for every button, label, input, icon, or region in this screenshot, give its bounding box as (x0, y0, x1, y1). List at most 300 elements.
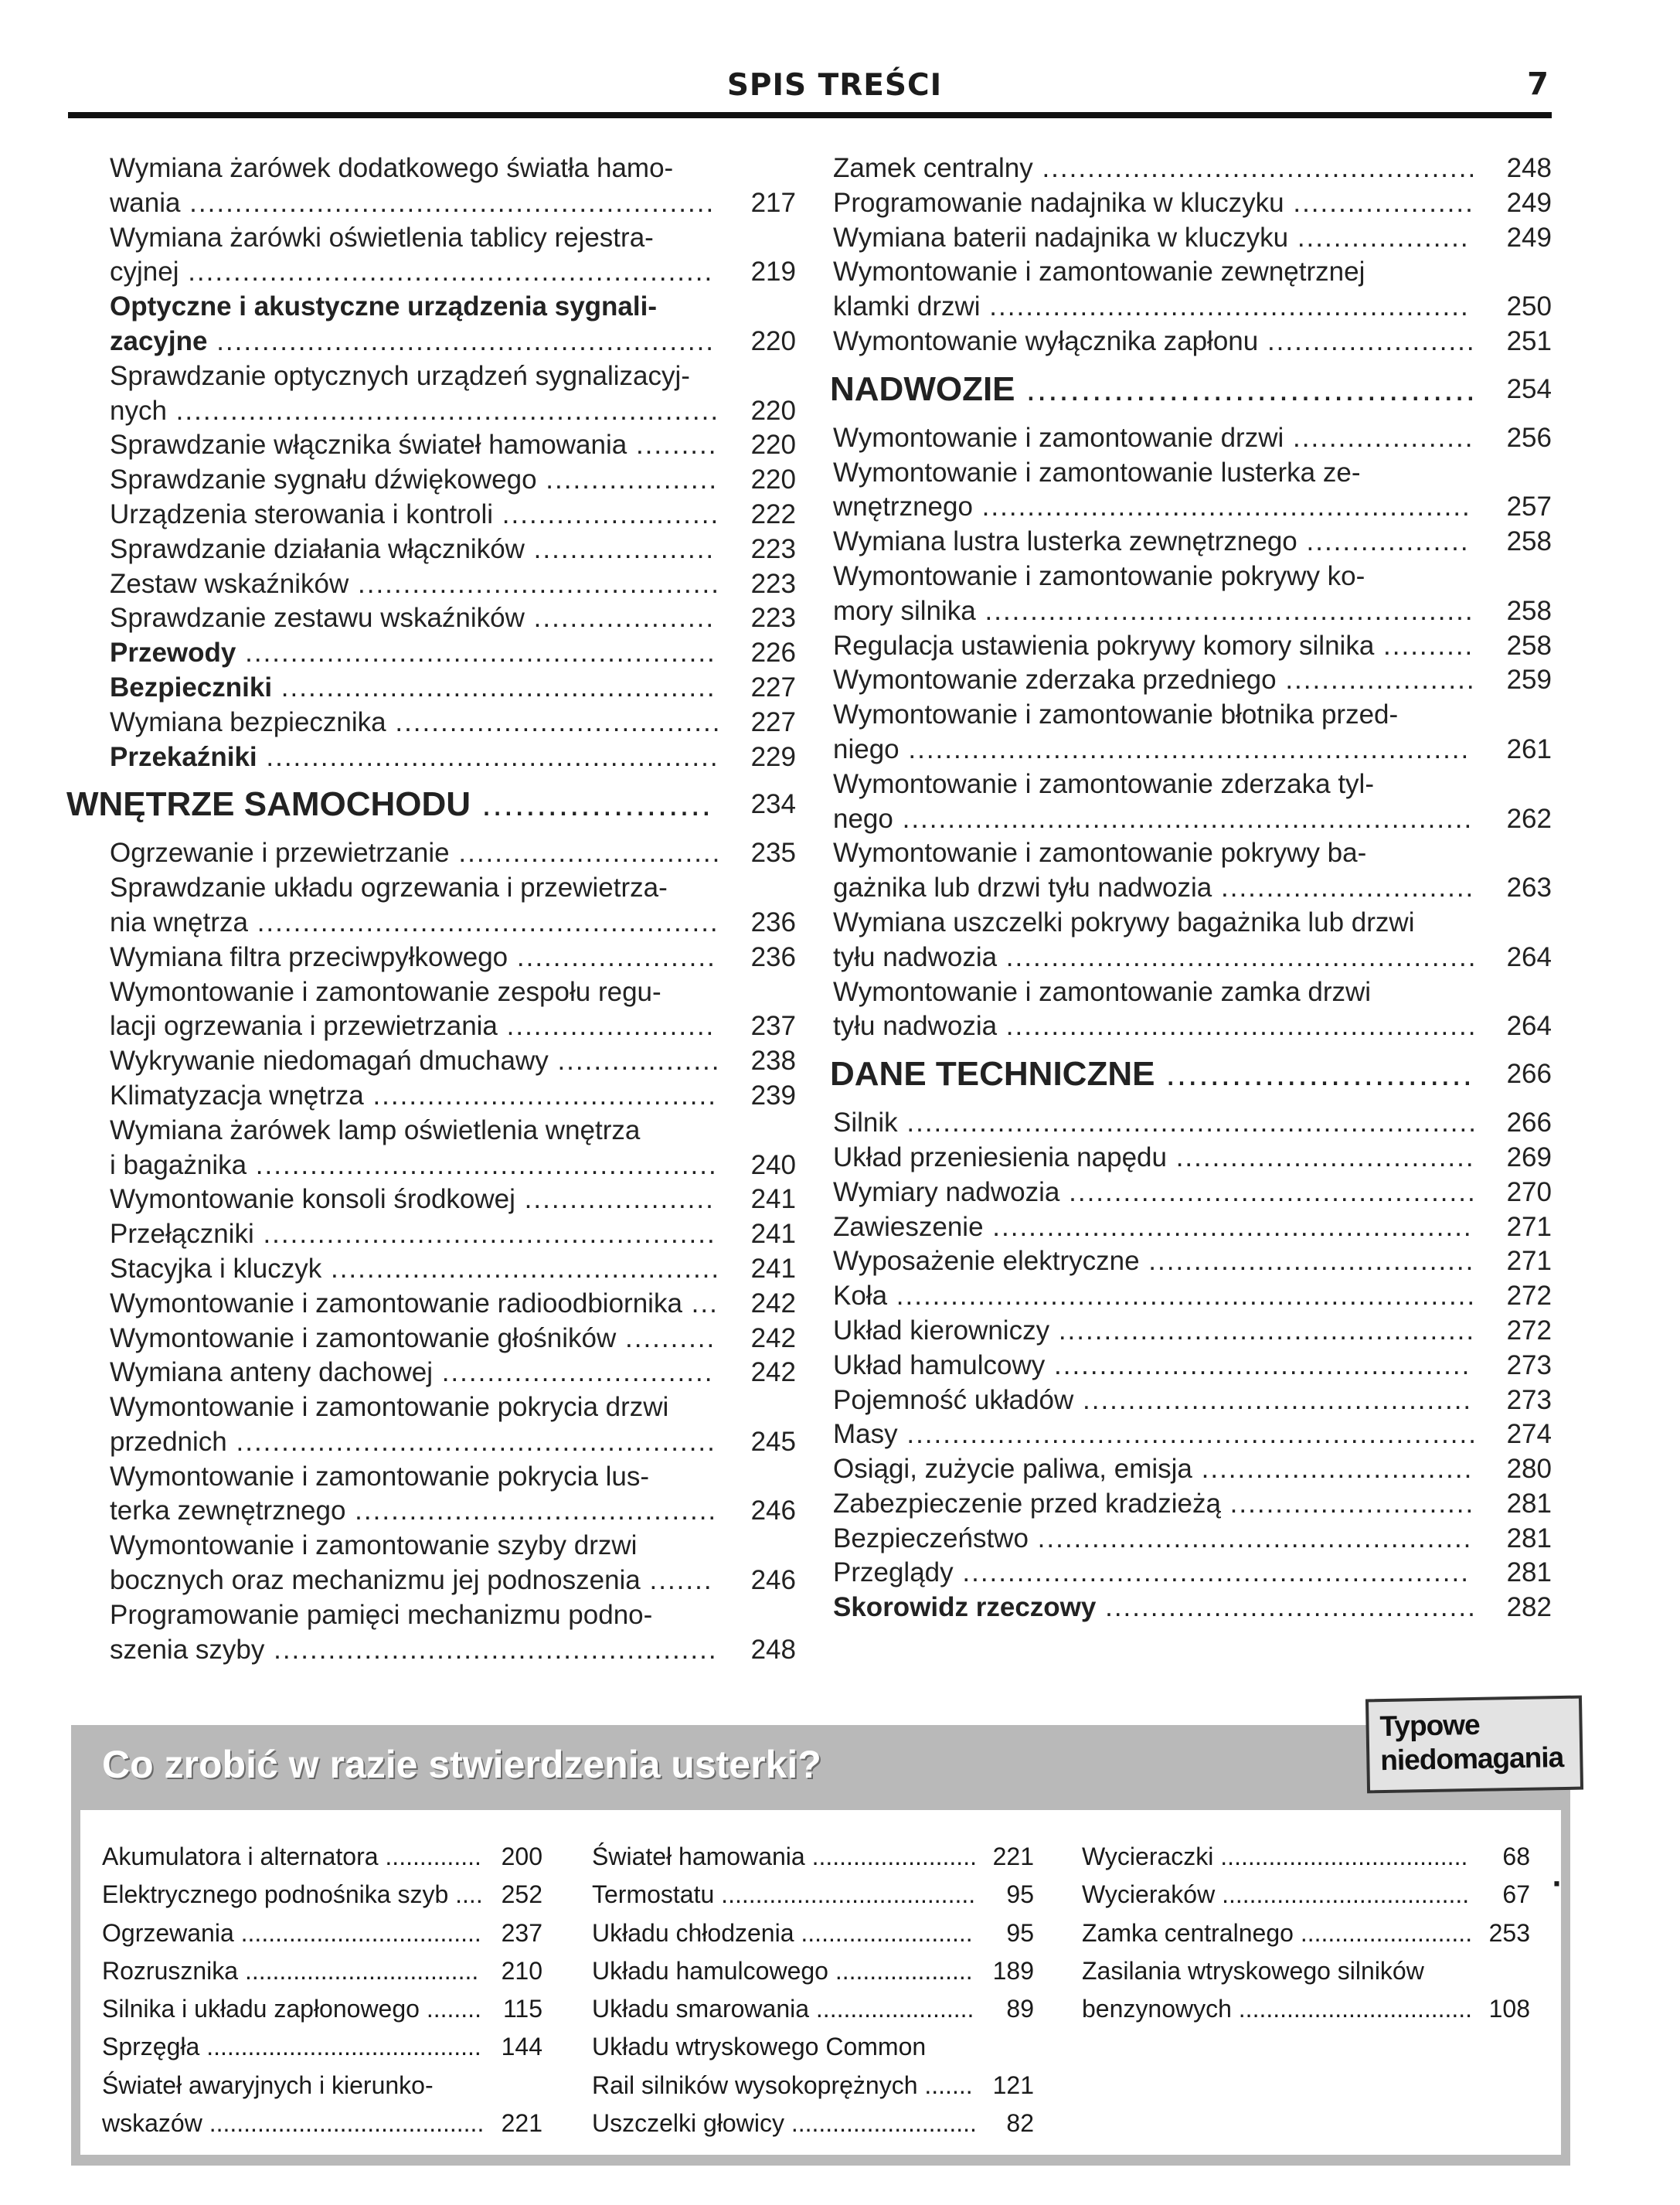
entry-title-line: terka zewnętrznego (110, 1496, 346, 1526)
toc-entry (110, 1460, 796, 1530)
toc-entry (110, 671, 796, 706)
dot-leader: ........................................ (345, 1496, 718, 1526)
entry-title-line: Wymiana filtra przeciwpyłkowego (110, 941, 508, 972)
typical-faults-badge (1365, 1696, 1583, 1794)
entry-page-number: 220 (750, 430, 796, 461)
dot-leader: ........................................... (321, 1253, 721, 1284)
entry-text-wrap (110, 1079, 722, 1114)
entry-text-wrap (110, 636, 722, 671)
entry-page-number: 241 (750, 1184, 796, 1215)
running-header-title: SPIS TREŚCI (726, 68, 943, 103)
entry-text-wrap (592, 1952, 977, 1990)
entry-text-wrap (110, 151, 722, 221)
entry-title-line: benzynowych (1082, 1995, 1232, 2023)
entry-text-wrap (833, 525, 1478, 560)
entry-text-wrap (592, 1990, 977, 2028)
dot-leader: ........................................... (1073, 1384, 1473, 1415)
dot-leader: ............................................................... (897, 1108, 1478, 1138)
entry-text-wrap (102, 2028, 485, 2066)
fault-entry (102, 2067, 542, 2143)
entry-text-wrap (833, 1556, 1478, 1591)
entry-title-line: Układ hamulcowy (833, 1349, 1046, 1380)
entry-title-line: Akumulatora i alternatora (102, 1843, 379, 1870)
toc-entry (833, 1141, 1552, 1176)
entry-text-wrap (833, 836, 1478, 906)
toc-entry (833, 325, 1552, 359)
entry-page-number: 234 (750, 789, 796, 820)
issues-column-2 (592, 1838, 1034, 2142)
dot-leader: ......... (627, 430, 718, 461)
entry-text-wrap (833, 1244, 1478, 1279)
entry-title-line: Wymontowanie i zamontowanie pokrycia lus- (110, 1461, 650, 1492)
entry-page-number: 264 (1506, 941, 1552, 972)
dot-leader: ................................................ (1032, 153, 1478, 183)
toc-entry (833, 975, 1552, 1045)
entry-title-line: Przeglądy (833, 1557, 954, 1588)
entry-title-line: Wymontowanie i zamontowanie zderzaka tyl- (833, 768, 1374, 799)
entry-title-line: lacji ogrzewania i przewietrzania (110, 1011, 498, 1042)
toc-entry (110, 533, 796, 567)
toc-entry (833, 1522, 1552, 1557)
toc-entry (833, 1210, 1552, 1245)
dot-leader: .............. (378, 1843, 481, 1870)
toc-entry (110, 706, 796, 740)
entry-title-line: Wymontowanie i zamontowanie zamka drzwi (833, 976, 1372, 1007)
fault-entry (1082, 1952, 1530, 2029)
entry-title-line: Wymontowanie i zamontowanie błotnika przed- (833, 699, 1399, 730)
entry-text-wrap (110, 1322, 722, 1356)
entry-text-wrap (110, 221, 722, 291)
entry-text-wrap (102, 1876, 485, 1914)
toc-entry (110, 221, 796, 291)
entry-page-number: 269 (1506, 1142, 1552, 1172)
entry-page-number: 263 (1506, 873, 1552, 903)
entry-page-number: 68 (1502, 1843, 1530, 1870)
entry-page-number: 251 (1506, 325, 1552, 356)
entry-page-number: 249 (1506, 222, 1552, 253)
entry-title-line: Świateł awaryjnych i kierunko- (102, 2071, 434, 2099)
dot-leader: ................................................. (264, 1634, 718, 1665)
margin-mark: · (1552, 1869, 1562, 1900)
entry-text-wrap (110, 941, 722, 975)
entry-text-wrap (592, 1838, 977, 1876)
toc-entry (833, 698, 1552, 767)
entry-title-line: wania (110, 187, 181, 218)
dot-leader: .............................................. (1049, 1315, 1476, 1346)
dot-leader: ..................... (471, 785, 713, 824)
entry-text-wrap (833, 1279, 1478, 1314)
dot-leader: ........ (419, 1995, 481, 2023)
entry-page-number: 236 (750, 907, 796, 937)
dot-leader: ................................. (1166, 1142, 1475, 1172)
dot-leader: .................................................. (257, 741, 719, 772)
entry-title-line: DANE TECHNICZNE (830, 1055, 1155, 1094)
entry-text-wrap (833, 975, 1478, 1045)
entry-text-wrap (833, 1522, 1478, 1557)
dot-leader: ... (682, 1288, 719, 1319)
entry-text-wrap (110, 1217, 722, 1252)
entry-page-number: 219 (750, 257, 796, 288)
entry-text-wrap (833, 906, 1478, 975)
entry-title-line: Rail silników wysokoprężnych (592, 2071, 918, 2099)
toc-entry (833, 255, 1552, 325)
dot-leader: .................................... (1215, 1880, 1470, 1909)
toc-entry (110, 1217, 796, 1252)
toc-entry (833, 767, 1552, 837)
dot-leader: ........................... (1220, 1488, 1475, 1519)
dot-leader: .................... (1284, 187, 1474, 218)
entry-text-wrap (833, 1314, 1478, 1349)
entry-page-number: 242 (750, 1357, 796, 1388)
toc-left-column (66, 151, 796, 1667)
entry-page-number: 115 (502, 1995, 542, 2023)
fault-entry (1082, 1876, 1530, 1914)
entry-title-line: przednich (110, 1426, 227, 1457)
entry-page-number: 220 (750, 464, 796, 495)
dot-leader: ..................... (515, 1184, 715, 1215)
toc-entry (833, 421, 1552, 456)
entry-text-wrap (833, 421, 1478, 456)
toc-right-column (830, 151, 1552, 1625)
entry-title-line: NADWOZIE (830, 369, 1015, 408)
toc-entry (110, 601, 796, 636)
entry-page-number: 273 (1506, 1349, 1552, 1380)
entry-page-number: 222 (750, 499, 796, 529)
entry-title-line: Wymontowanie i zamontowanie głośników (110, 1322, 617, 1353)
dot-leader: .... (448, 1880, 483, 1909)
entry-text-wrap (833, 1176, 1478, 1210)
dot-leader: ......................... (794, 1918, 973, 1947)
entry-page-number: 237 (501, 1918, 542, 1947)
dot-leader: ........................ (804, 1843, 977, 1870)
entry-title-line: Wymiary nadwozia (833, 1176, 1060, 1207)
entry-title-line: mory silnika (833, 595, 976, 626)
entry-text-wrap (833, 1487, 1478, 1522)
dot-leader: ..................................................... (226, 1426, 716, 1457)
entry-title-line: Wymiana uszczelki pokrywy bagażnika lub drzwi (833, 907, 1415, 937)
entry-page-number: 257 (1506, 492, 1552, 522)
entry-title-line: Stacyjka i kluczyk (110, 1253, 322, 1284)
entry-title-line: szenia szyby (110, 1634, 265, 1665)
entry-page-number: 262 (1506, 803, 1552, 834)
entry-text-wrap (1082, 1838, 1473, 1876)
toc-entry (833, 1176, 1552, 1210)
entry-text-wrap (110, 1114, 722, 1183)
dot-leader: ............................ (1155, 1055, 1474, 1094)
toc-entry (110, 1390, 796, 1460)
entry-text-wrap (102, 1990, 485, 2028)
dot-leader: ..................................... (714, 1880, 976, 1909)
dot-leader: ....................... (1258, 325, 1476, 356)
entry-page-number: 82 (1006, 2109, 1034, 2138)
badge-line-1: Typowe (1379, 1708, 1480, 1743)
dot-leader: .................................. (1231, 1995, 1473, 2023)
entry-title-line: Urządzenia sterowania i kontroli (110, 499, 494, 529)
entry-title-line: niego (833, 733, 900, 764)
entry-title-line: Układu wtryskowego Common (592, 2033, 927, 2061)
entry-title-line: Wymontowanie i zamontowanie pokrywy ba- (833, 838, 1367, 869)
entry-text-wrap (830, 370, 1478, 409)
toc-entry (110, 498, 796, 533)
entry-page-number: 252 (501, 1880, 542, 1909)
entry-page-number: 223 (750, 533, 796, 564)
entry-title-line: Przewody (110, 638, 236, 669)
entry-title-line: Bezpieczniki (110, 672, 273, 703)
entry-title-line: Przekaźniki (110, 741, 257, 772)
entry-text-wrap (833, 221, 1478, 256)
entry-title-line: Silnika i układu zapłonowego (102, 1995, 420, 2023)
entry-text-wrap (833, 1106, 1478, 1141)
entry-page-number: 253 (1488, 1918, 1530, 1947)
entry-page-number: 221 (501, 2109, 542, 2138)
entry-page-number: 250 (1506, 291, 1552, 322)
entry-page-number: 266 (1506, 1108, 1552, 1138)
entry-title-line: Silnik (833, 1108, 898, 1138)
entry-title-line: bocznych oraz mechanizmu jej podnoszenia (110, 1565, 641, 1596)
entry-page-number: 258 (1506, 595, 1552, 626)
fault-entry (102, 2028, 542, 2066)
dot-leader: .................................... (386, 706, 722, 737)
entry-text-wrap (1082, 1876, 1473, 1914)
entry-title-line: Układu smarowania (592, 1995, 810, 2023)
toc-entry (833, 1349, 1552, 1383)
entry-page-number: 273 (1506, 1384, 1552, 1415)
entry-text-wrap (110, 1390, 722, 1460)
entry-title-line: klamki drzwi (833, 291, 981, 322)
dot-leader: .................................. (238, 1956, 479, 1985)
entry-page-number: 217 (750, 187, 796, 218)
toc-entry (110, 359, 796, 429)
entry-title-line: Układu hamulcowego (592, 1956, 828, 1985)
entry-text-wrap (833, 1141, 1478, 1176)
entry-page-number: 259 (1506, 665, 1552, 696)
entry-title-line: cyjnej (110, 257, 179, 288)
entry-page-number: 95 (1006, 1880, 1034, 1909)
entry-page-number: 256 (1506, 422, 1552, 453)
toc-entry (833, 836, 1552, 906)
entry-text-wrap (110, 740, 722, 775)
entry-title-line: Wycieraczki (1082, 1843, 1214, 1870)
dot-leader: ................................................ (1028, 1523, 1473, 1553)
entry-text-wrap (110, 1598, 722, 1668)
dot-leader: ............................................. (1059, 1176, 1477, 1207)
entry-page-number: 282 (1506, 1592, 1552, 1623)
entry-title-line: wnętrznego (833, 492, 973, 522)
fault-entry (592, 1838, 1034, 1876)
entry-text-wrap (833, 1452, 1478, 1487)
entry-title-line: wskazów (102, 2109, 202, 2138)
toc-entry (110, 871, 796, 941)
entry-title-line: Wymontowanie i zamontowanie pokrywy ko- (833, 560, 1365, 591)
fault-entry (592, 2028, 1034, 2105)
entry-page-number: 246 (750, 1565, 796, 1596)
header-rule (68, 112, 1552, 118)
entry-text-wrap (833, 456, 1478, 526)
toc-entry (833, 1487, 1552, 1522)
dot-leader: ....................................................... (207, 325, 716, 356)
dot-leader: ......................................... (1096, 1592, 1477, 1623)
entry-page-number: 220 (750, 395, 796, 426)
dot-leader: ...................................................... (972, 492, 1471, 522)
entry-title-line: Wymiana żarówek lamp oświetlenia wnętrza (110, 1114, 641, 1145)
dot-leader: ................................................ (272, 672, 716, 703)
entry-text-wrap (833, 255, 1478, 325)
toc-section-heading (66, 785, 796, 824)
entry-text-wrap (833, 629, 1478, 664)
dot-leader: ................... (1288, 222, 1470, 253)
dot-leader: .............................. (432, 1357, 714, 1388)
entry-title-line: Optyczne i akustyczne urządzenia sygnali- (110, 291, 657, 322)
entry-page-number: 236 (750, 941, 796, 972)
entry-title-line: Wymontowanie i zamontowanie zewnętrznej (833, 257, 1365, 288)
entry-text-wrap (110, 463, 722, 498)
dot-leader: ......................................... (1015, 369, 1477, 408)
entry-page-number: 121 (992, 2071, 1034, 2099)
toc-entry (833, 560, 1552, 629)
entry-text-wrap (110, 601, 722, 636)
dot-leader: ...................................... (363, 1080, 717, 1111)
entry-text-wrap (833, 1349, 1478, 1383)
entry-page-number: 274 (1506, 1419, 1552, 1450)
entry-page-number: 241 (750, 1253, 796, 1284)
entry-title-line: Skorowidz rzeczowy (833, 1592, 1097, 1623)
entry-text-wrap (592, 1914, 977, 1952)
page-number: 7 (1527, 66, 1549, 102)
entry-title-line: Sprawdzanie działania włączników (110, 533, 525, 564)
toc-section-heading (830, 370, 1552, 409)
toc-entry (110, 1287, 796, 1322)
entry-text-wrap (102, 1914, 485, 1952)
entry-title-line: Zabezpieczenie przed kradzieżą (833, 1488, 1221, 1519)
fault-entry (102, 1990, 542, 2028)
entry-page-number: 242 (750, 1288, 796, 1319)
entry-text-wrap (66, 785, 722, 824)
entry-title-line: Wymiana anteny dachowej (110, 1357, 433, 1388)
toc-entry (833, 186, 1552, 221)
toc-entry (110, 567, 796, 602)
fault-entry (592, 1876, 1034, 1914)
dot-leader: .......... (616, 1322, 716, 1353)
entry-page-number: 258 (1506, 630, 1552, 661)
entry-text-wrap (110, 567, 722, 602)
dot-leader: ........................................ (199, 2033, 481, 2061)
toc-entry (833, 1314, 1552, 1349)
entry-page-number: 237 (750, 1011, 796, 1042)
dot-leader: ................... (536, 464, 719, 495)
entry-title-line: Przełączniki (110, 1219, 254, 1250)
fault-entry (592, 1990, 1034, 2028)
dot-leader: ......................... (1293, 1918, 1473, 1947)
toc-entry (833, 221, 1552, 256)
toc-entry (110, 740, 796, 775)
dot-leader: ............................ (1212, 873, 1475, 903)
entry-text-wrap (833, 663, 1478, 698)
entry-text-wrap (1082, 1914, 1473, 1952)
dot-leader: .............................................. (1045, 1349, 1471, 1380)
toc-entry (110, 1114, 796, 1183)
entry-title-line: Wymontowanie i zamontowanie szyby drzwi (110, 1530, 638, 1561)
entry-title-line: Wykrywanie niedomagań dmuchawy (110, 1046, 549, 1077)
toc-entry (833, 1591, 1552, 1625)
entry-page-number: 67 (1502, 1880, 1530, 1909)
toc-entry (110, 941, 796, 975)
entry-page-number: 249 (1506, 187, 1552, 218)
toc-entry (833, 629, 1552, 664)
dot-leader: .................. (548, 1046, 721, 1077)
entry-text-wrap (833, 560, 1478, 629)
dot-leader: ................................................................ (887, 1281, 1477, 1312)
dot-leader: .............................. (1192, 1454, 1474, 1485)
toc-entry (110, 1529, 796, 1598)
entry-title-line: Sprawdzanie układu ogrzewania i przewietrza- (110, 873, 668, 903)
toc-entry (110, 1252, 796, 1287)
toc-entry (110, 636, 796, 671)
dot-leader: .............................................................. (899, 733, 1471, 764)
entry-text-wrap (833, 186, 1478, 221)
entry-title-line: Wymontowanie i zamontowanie zespołu regu- (110, 976, 661, 1007)
toc-section-heading (830, 1055, 1552, 1094)
entry-text-wrap (110, 671, 722, 706)
dot-leader: ...................................................... (975, 595, 1474, 626)
dot-leader: ........................................ (349, 568, 720, 599)
entry-title-line: Pojemność układów (833, 1384, 1074, 1415)
entry-title-line: nego (833, 803, 893, 834)
entry-page-number: 254 (1506, 373, 1552, 404)
dot-leader: .................... (524, 533, 716, 564)
toc-entry (110, 1356, 796, 1390)
entry-text-wrap (110, 1252, 722, 1287)
entry-page-number: 240 (750, 1149, 796, 1180)
entry-title-line: Zawieszenie (833, 1211, 984, 1242)
dot-leader: .................... (524, 603, 716, 634)
entry-page-number: 261 (1506, 733, 1552, 764)
dot-leader: .......... (1374, 630, 1474, 661)
toc-entry (110, 1182, 796, 1217)
entry-title-line: Wymontowanie wyłącznika zapłonu (833, 325, 1259, 356)
dot-leader: ....... (917, 2071, 973, 2099)
entry-text-wrap (110, 1182, 722, 1217)
entry-title-line: Sprawdzanie optycznych urządzeń sygnalizacyj- (110, 360, 690, 391)
dot-leader: ............................................................... (897, 1419, 1478, 1450)
dot-leader: .................................... (1213, 1843, 1468, 1870)
entry-title-line: nych (110, 395, 167, 426)
fault-entry (592, 1952, 1034, 1990)
dot-leader: ............................................................... (893, 803, 1474, 834)
entry-text-wrap (110, 1356, 722, 1390)
dot-leader: .......................................................... (180, 187, 716, 218)
toc-entry (833, 1244, 1552, 1279)
entry-title-line: Sprawdzanie zestawu wskaźników (110, 603, 525, 634)
dot-leader: ................................................... (247, 1149, 718, 1180)
entry-page-number: 248 (750, 1634, 796, 1665)
entry-title-line: Zamka centralnego (1082, 1918, 1294, 1947)
toc-entry (110, 1079, 796, 1114)
entry-page-number: 281 (1506, 1557, 1552, 1588)
entry-title-line: Osiągi, zużycie paliwa, emisja (833, 1454, 1192, 1485)
entry-page-number: 229 (750, 741, 796, 772)
entry-page-number: 258 (1506, 526, 1552, 557)
entry-title-line: Programowanie pamięci mechanizmu podno- (110, 1599, 653, 1630)
toc-entry (833, 151, 1552, 186)
dot-leader: .................. (1297, 526, 1470, 557)
entry-page-number: 226 (750, 638, 796, 669)
entry-page-number: 89 (1006, 1995, 1034, 2023)
toc-entry (833, 1417, 1552, 1452)
entry-text-wrap (110, 428, 722, 463)
entry-text-wrap (110, 975, 722, 1045)
entry-page-number: 248 (1506, 153, 1552, 183)
entry-title-line: Programowanie nadajnika w kluczyku (833, 187, 1284, 218)
